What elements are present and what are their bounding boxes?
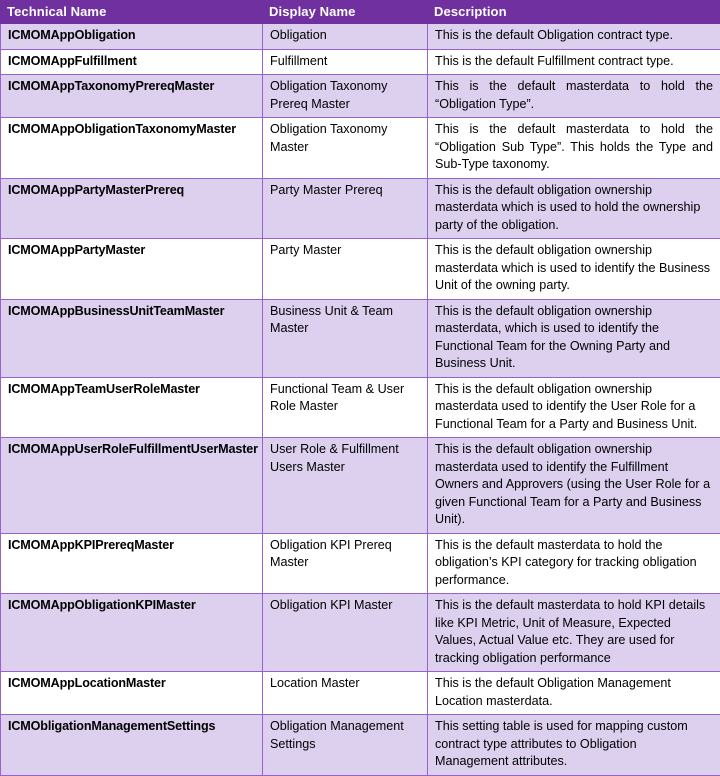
table-row — [1, 49, 720, 75]
cell-technical-name: ICMOMAppLocationMaster — [1, 672, 263, 715]
table-row — [1, 533, 720, 594]
cell-display-name: Obligation KPI Prereq Master — [263, 533, 428, 594]
cell-technical-name: ICMOMAppObligationTaxonomyMaster — [1, 118, 263, 179]
table-row — [1, 239, 720, 300]
table-row — [1, 75, 720, 118]
cell-description: This is the default Fulfillment contract type. — [428, 49, 720, 75]
cell-description: This is the default obligation ownership masterdata used to identify the User Role for a Functional Team for a Party and Business Unit. — [428, 377, 720, 438]
table-row — [1, 24, 720, 49]
cell-display-name: Party Master — [263, 239, 428, 300]
cell-description: This is the default obligation ownership masterdata which is used to identify the Business Unit of the owning party. — [428, 239, 720, 300]
column-header-technical-name: Technical Name — [1, 0, 263, 24]
cell-description: This is the default obligation ownership masterdata, which is used to identify the Functional Team for the Owning Party and Business Unit. — [428, 299, 720, 377]
cell-display-name: Party Master Prereq — [263, 178, 428, 239]
cell-technical-name: ICMOMAppFulfillment — [1, 49, 263, 75]
cell-description: This is the default obligation ownership masterdata which is used to hold the ownership party of the obligation. — [428, 178, 720, 239]
cell-technical-name: ICMOMAppPartyMasterPrereq — [1, 178, 263, 239]
cell-display-name: Obligation — [263, 24, 428, 49]
cell-technical-name: ICMOMAppPartyMaster — [1, 239, 263, 300]
cell-description: This is the default masterdata to hold the “Obligation Type”. — [428, 75, 720, 118]
table-row — [1, 594, 720, 672]
cell-display-name: Obligation Taxonomy Master — [263, 118, 428, 179]
cell-description: This setting table is used for mapping custom contract type attributes to Obligation Management attributes. — [428, 715, 720, 776]
cell-display-name: Fulfillment — [263, 49, 428, 75]
table-body — [1, 24, 720, 775]
table-row — [1, 118, 720, 179]
table-row — [1, 715, 720, 776]
table-row — [1, 377, 720, 438]
table-header — [1, 0, 720, 24]
cell-description: This is the default masterdata to hold the “Obligation Sub Type”. This holds the Type and Sub-Type taxonomy. — [428, 118, 720, 179]
cell-description: This is the default masterdata to hold the obligation’s KPI category for tracking obligation performance. — [428, 533, 720, 594]
table-row — [1, 299, 720, 377]
cell-display-name: Location Master — [263, 672, 428, 715]
cell-technical-name: ICMOMAppTaxonomyPrereqMaster — [1, 75, 263, 118]
cell-technical-name: ICMOMAppTeamUserRoleMaster — [1, 377, 263, 438]
cell-display-name: Obligation Taxonomy Prereq Master — [263, 75, 428, 118]
cell-technical-name: ICMObligationManagementSettings — [1, 715, 263, 776]
cell-description: This is the default obligation ownership masterdata used to identify the Fulfillment Owners and Approvers (using the User Role for a given Functional Team for a Party and Business Unit). — [428, 438, 720, 534]
table-row — [1, 672, 720, 715]
cell-description: This is the default masterdata to hold KPI details like KPI Metric, Unit of Measure, Expected Values, Actual Value etc. They are used for tracking obligation performance — [428, 594, 720, 672]
cell-technical-name: ICMOMAppUserRoleFulfillmentUserMaster — [1, 438, 263, 534]
table-row — [1, 178, 720, 239]
table-header-row — [1, 0, 720, 24]
cell-technical-name: ICMOMAppObligationKPIMaster — [1, 594, 263, 672]
column-header-description: Description — [428, 0, 720, 24]
cell-description: This is the default Obligation Management Location masterdata. — [428, 672, 720, 715]
cell-display-name: Functional Team & User Role Master — [263, 377, 428, 438]
column-header-display-name: Display Name — [263, 0, 428, 24]
cell-technical-name: ICMOMAppKPIPrereqMaster — [1, 533, 263, 594]
cell-description: This is the default Obligation contract type. — [428, 24, 720, 49]
cell-display-name: User Role & Fulfillment Users Master — [263, 438, 428, 534]
cell-display-name: Obligation Management Settings — [263, 715, 428, 776]
cell-technical-name: ICMOMAppBusinessUnitTeamMaster — [1, 299, 263, 377]
cell-display-name: Obligation KPI Master — [263, 594, 428, 672]
table-row — [1, 438, 720, 534]
cell-display-name: Business Unit & Team Master — [263, 299, 428, 377]
cell-technical-name: ICMOMAppObligation — [1, 24, 263, 49]
